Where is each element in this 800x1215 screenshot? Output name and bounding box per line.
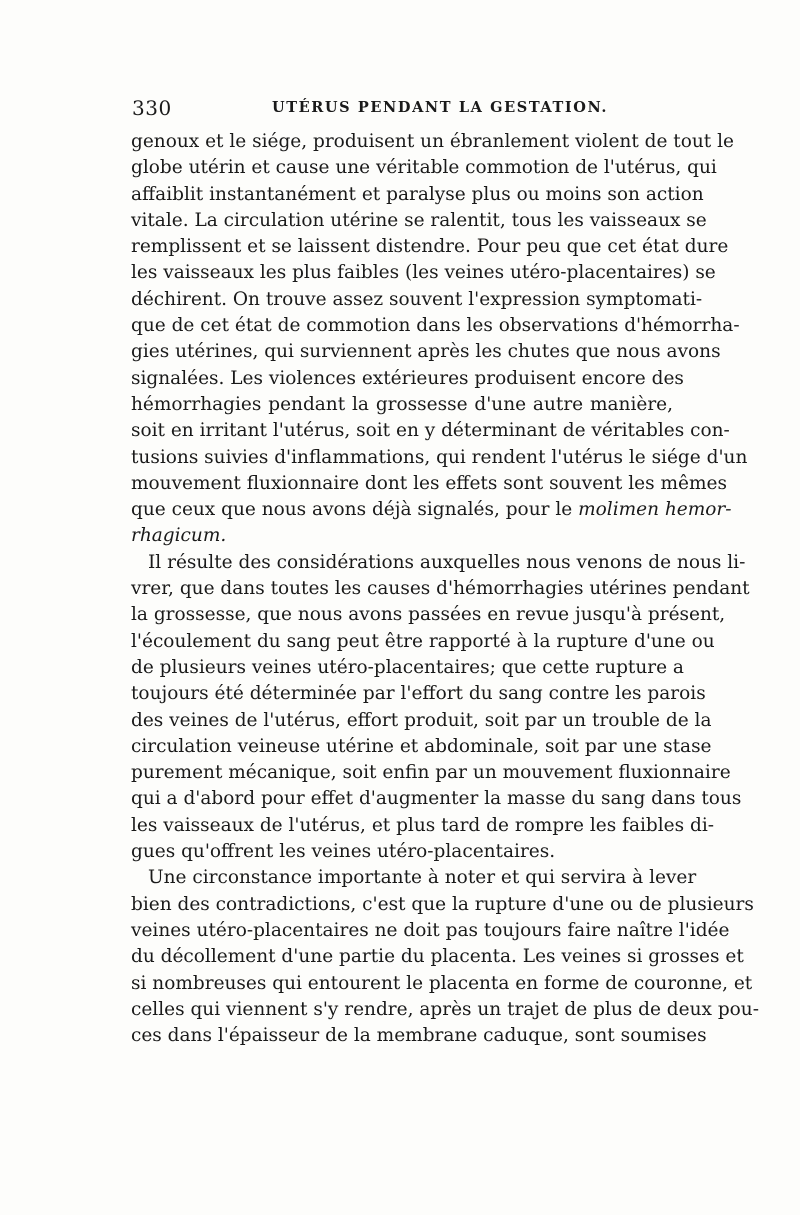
body-text <box>131 129 759 1049</box>
text-line: celles qui viennent s'y rendre, après un trajet de plus de deux pou- <box>131 998 759 1020</box>
running-title: UTÉRUS PENDANT LA GESTATION. <box>272 99 609 116</box>
text-line: tusions suivies d'inflammations, qui rendent l'utérus le siége d'un <box>131 446 748 468</box>
text-line: bien des contradictions, c'est que la rupture d'une ou de plusieurs <box>131 893 754 915</box>
text-line <box>131 523 673 549</box>
text-line: circulation veineuse utérine et abdominale, soit par une stase <box>131 735 712 757</box>
text-line: genoux et le siége, produisent un ébranlement violent de tout le <box>131 131 734 152</box>
text-line: déchirent. On trouve assez souvent l'expression symptomati- <box>131 288 703 310</box>
page-number: 330 <box>132 96 172 120</box>
text-line: soit en irritant l'utérus, soit en y déterminant de véritables con- <box>131 420 730 442</box>
running-head <box>132 96 672 120</box>
text-line: gies utérines, qui surviennent après les chutes que nous avons <box>131 341 721 363</box>
paragraph-2 <box>131 550 750 866</box>
text-line: les vaisseaux les plus faibles (les veines utéro-placentaires) se <box>131 262 716 284</box>
text-line: vrer, que dans toutes les causes d'hémorrhagies utérines pendant <box>131 578 750 600</box>
text-line: purement mécanique, soit enfin par un mouvement fluxionnaire <box>131 762 731 784</box>
text-line: remplissent et se laissent distendre. Pour peu que cet état dure <box>131 236 729 258</box>
text-line: la grossesse, que nous avons passées en revue jusqu'à présent, <box>131 604 726 626</box>
text-line: veines utéro-placentaires ne doit pas toujours faire naître l'idée <box>131 919 730 941</box>
text-line: si nombreuses qui entourent le placenta en forme de couronne, et <box>131 972 753 994</box>
paragraph-3 <box>131 865 759 1049</box>
text-line: des veines de l'utérus, effort produit, soit par un trouble de la <box>131 709 712 731</box>
text-line: globe utérin et cause une véritable commotion de l'utérus, qui <box>131 157 717 179</box>
italic-term: molimen hemor- <box>578 499 732 521</box>
text-line: les vaisseaux de l'utérus, et plus tard de rompre les faibles di- <box>131 814 714 836</box>
text-line: de plusieurs veines utéro-placentaires; que cette rupture a <box>131 656 684 678</box>
text-line: que de cet état de commotion dans les observations d'hémorrha- <box>131 315 740 337</box>
paragraph-1 <box>131 129 748 550</box>
text-line: qui a d'abord pour effet d'augmenter la masse du sang dans tous <box>131 788 742 810</box>
italic-term: rhagicum. <box>131 525 227 547</box>
text-segment: que ceux que nous avons déjà signalés, pour le <box>131 499 579 521</box>
text-line-mixed <box>131 497 732 523</box>
text-line: signalées. Les violences extérieures produisent encore des <box>131 367 684 389</box>
text-line: toujours été déterminée par l'effort du sang contre les parois <box>131 683 706 705</box>
text-line: hémorrhagies pendant la grossesse d'une autre manière, <box>131 393 673 415</box>
text-line: Une circonstance importante à noter et qui servira à lever <box>148 867 697 889</box>
text-line: du décollement d'une partie du placenta. Les veines si grosses et <box>131 946 744 968</box>
text-line: ces dans l'épaisseur de la membrane caduque, sont soumises <box>131 1025 707 1047</box>
text-line: mouvement fluxionnaire dont les effets sont souvent les mêmes <box>131 472 727 494</box>
text-line: gues qu'offrent les veines utéro-placentaires. <box>131 841 556 863</box>
text-line: l'écoulement du sang peut être rapporté à la rupture d'une ou <box>131 630 715 652</box>
text-line: affaiblit instantanément et paralyse plus ou moins son action <box>131 183 704 205</box>
text-line: vitale. La circulation utérine se ralentit, tous les vaisseaux se <box>131 209 707 231</box>
text-line: Il résulte des considérations auxquelles nous venons de nous li- <box>148 551 746 573</box>
